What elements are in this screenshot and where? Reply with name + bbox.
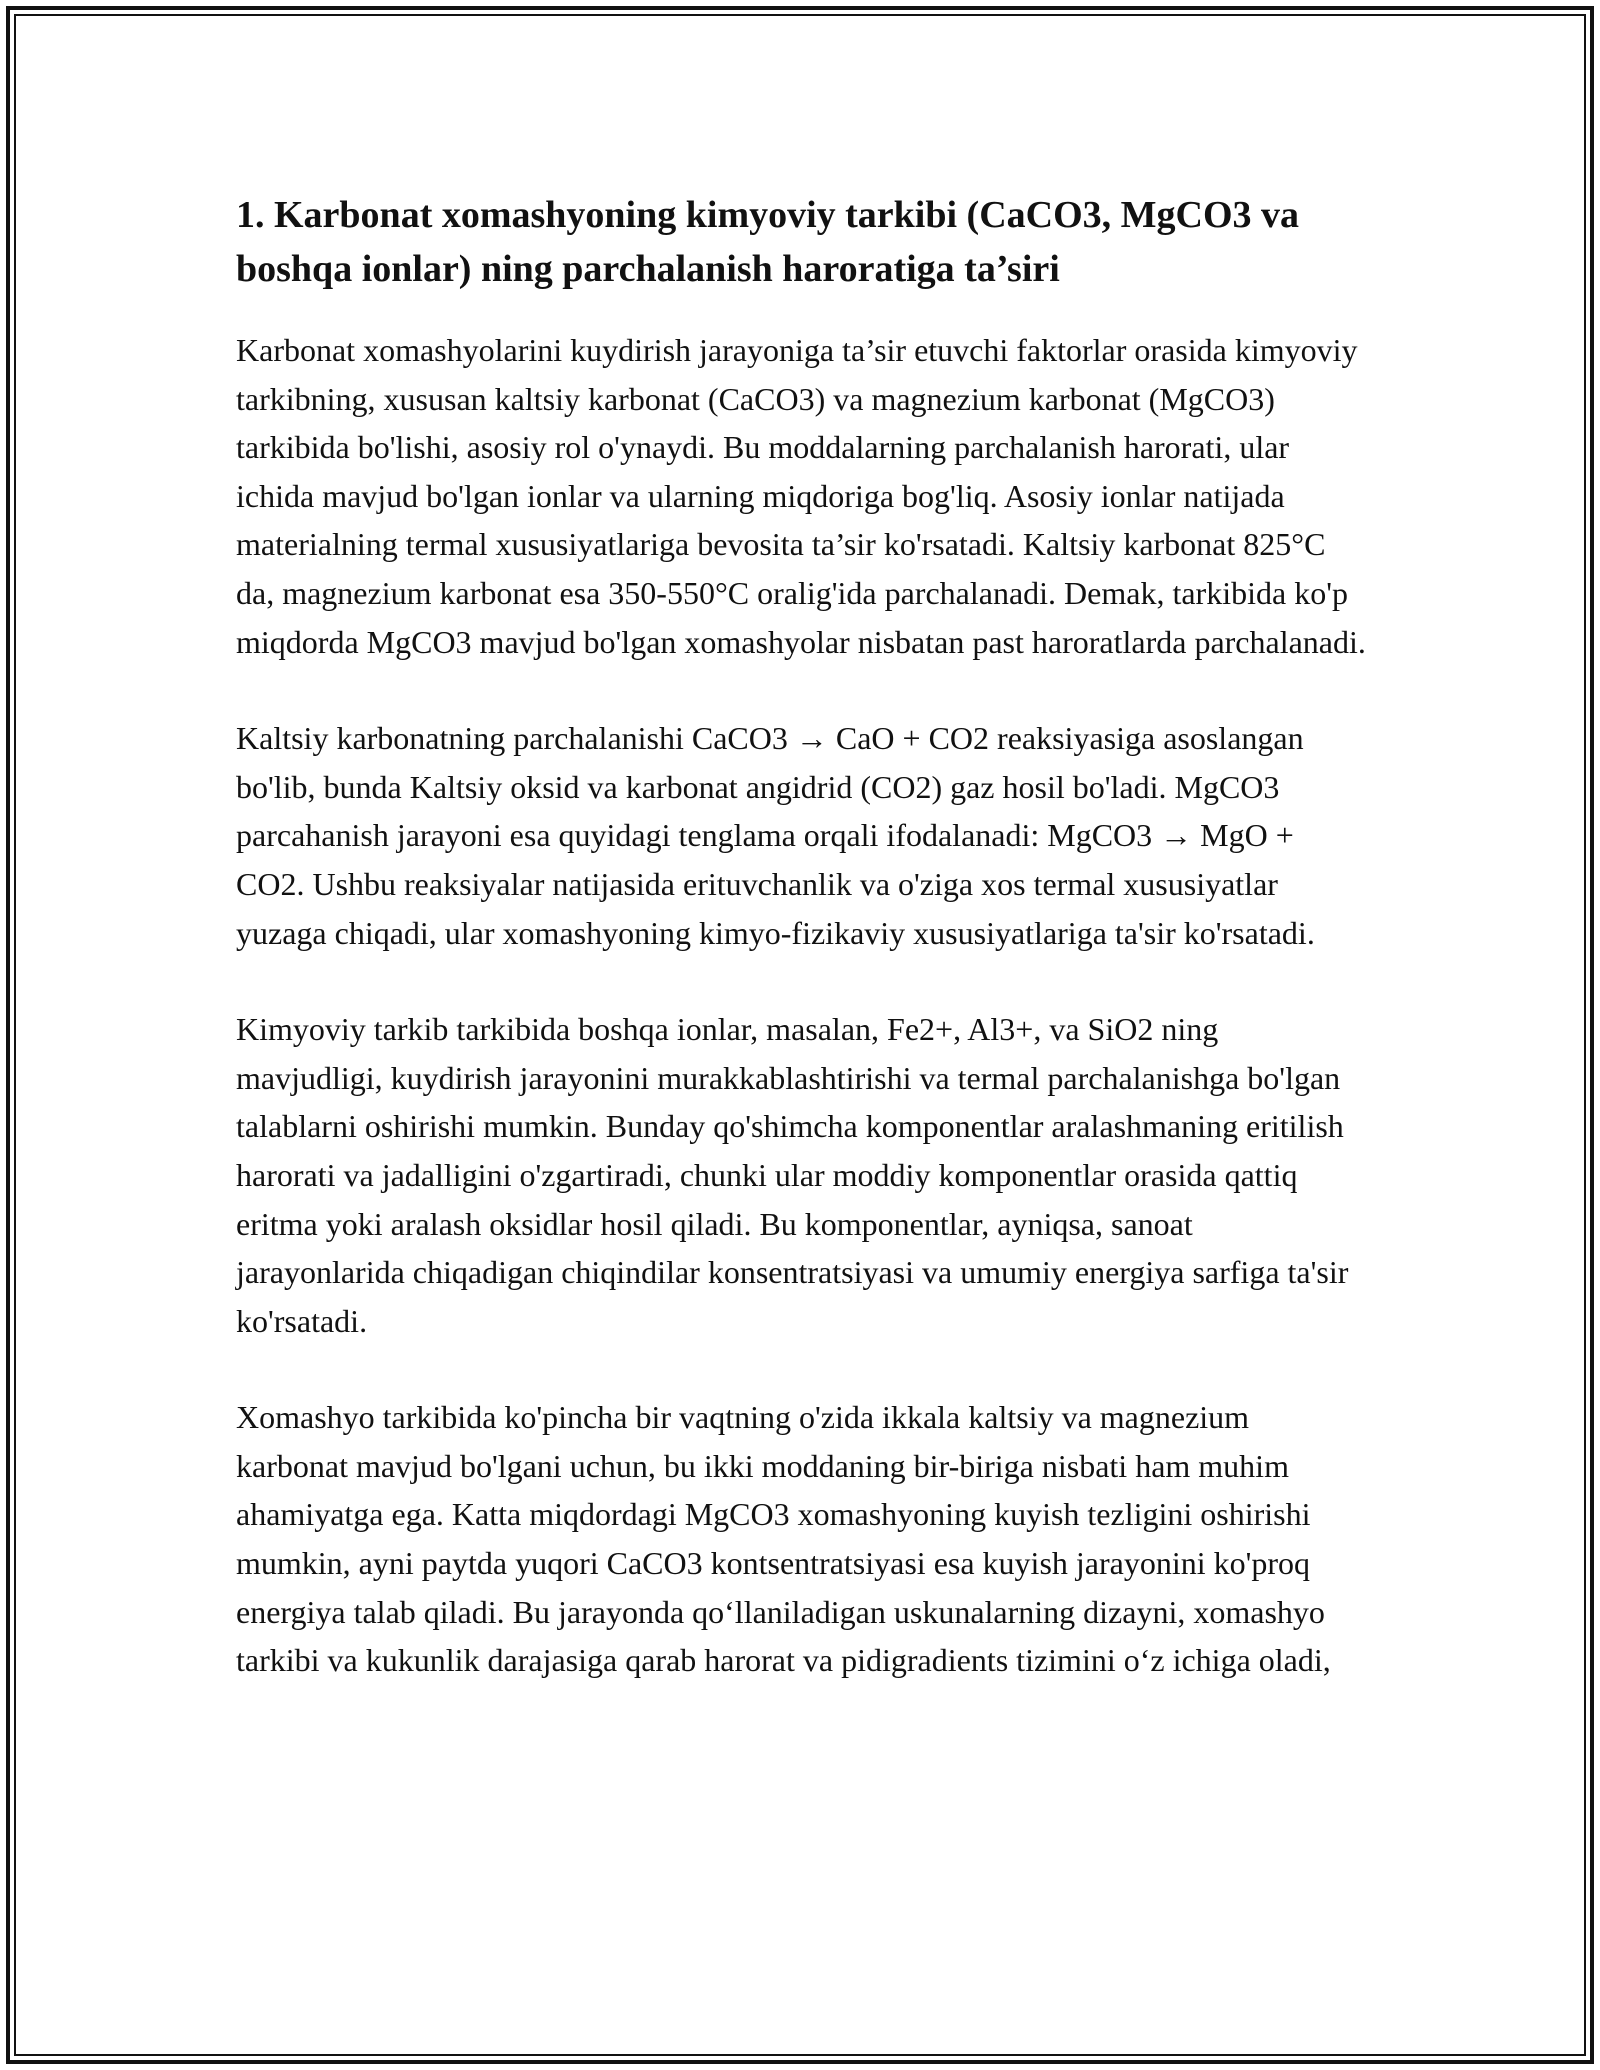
paragraph-3: Kimyoviy tarkib tarkibida boshqa ionlar, masalan, Fe2+, Al3+, va SiO2 ning mavjudligi, kuydirish jarayonini murakkablashtirishi va termal parchalanishga bo'lgan talablarni oshirishi mumkin. Bunday qo'shimcha komponentlar aralashmaning eritilish harorati va jadalligini o'zgartiradi, chunki ular moddiy komponentlar orasida qattiq eritma yoki aralash oksidlar hosil qiladi. Bu komponentlar, ayniqsa, sanoat jarayonlarida chiqadigan chiqindilar konsentratsiyasi va umumiy energiya sarfiga ta'sir ko'rsatadi. <box>236 1011 1349 1339</box>
section-heading: 1. Karbonat xomashyoning kimyoviy tarkibi (CaCO3, MgCO3 va boshqa ionlar) ning parchalanish haroratiga ta’siri <box>236 194 1300 290</box>
document-body <box>236 188 1366 1733</box>
paragraph-1: Karbonat xomashyolarini kuydirish jarayoniga ta’sir etuvchi faktorlar orasida kimyoviy tarkibning, xususan kaltsiy karbonat (CaCO3) va magnezium karbonat (MgCO3) tarkibida bo'lishi, asosiy rol o'ynaydi. Bu moddalarning parchalanish harorati, ular ichida mavjud bo'lgan ionlar va ularning miqdoriga bog'liq. Asosiy ionlar natijada materialning termal xususiyatlariga bevosita ta’sir ko'rsatadi. Kaltsiy karbonat 825°C da, magnezium karbonat esa 350-550°C oralig'ida parchalanadi. Demak, tarkibida ko'p miqdorda MgCO3 mavjud bo'lgan xomashyolar nisbatan past haroratlarda parchalanadi. <box>236 332 1366 660</box>
paragraph-4: Xomashyo tarkibida ko'pincha bir vaqtning o'zida ikkala kaltsiy va magnezium karbonat mavjud bo'lgani uchun, bu ikki moddaning bir-biriga nisbati ham muhim ahamiyatga ega. Katta miqdordagi MgCO3 xomashyoning kuyish tezligini oshirishi mumkin, ayni paytda yuqori CaCO3 kontsentratsiyasi esa kuyish jarayonini ko'proq energiya talab qiladi. Bu jarayonda qo‘llaniladigan uskunalarning dizayni, xomashyo tarkibi va kukunlik darajasiga qarab harorat va pidigradients tizimini o‘z ichiga oladi, <box>236 1399 1331 1679</box>
paragraph-2: Kaltsiy karbonatning parchalanishi CaCO3 → CaO + CO2 reaksiyasiga asoslangan bo'lib, bunda Kaltsiy oksid va karbonat angidrid (CO2) gaz hosil bo'ladi. MgCO3 parcahanish jarayoni esa quyidagi tenglama orqali ifodalanadi: MgCO3 → MgO + CO2. Ushbu reaksiyalar natijasida erituvchanlik va o'ziga xos termal xususiyatlar yuzaga chiqadi, ular xomashyoning kimyo-fizikaviy xususiyatlariga ta'sir ko'rsatadi. <box>236 720 1315 951</box>
